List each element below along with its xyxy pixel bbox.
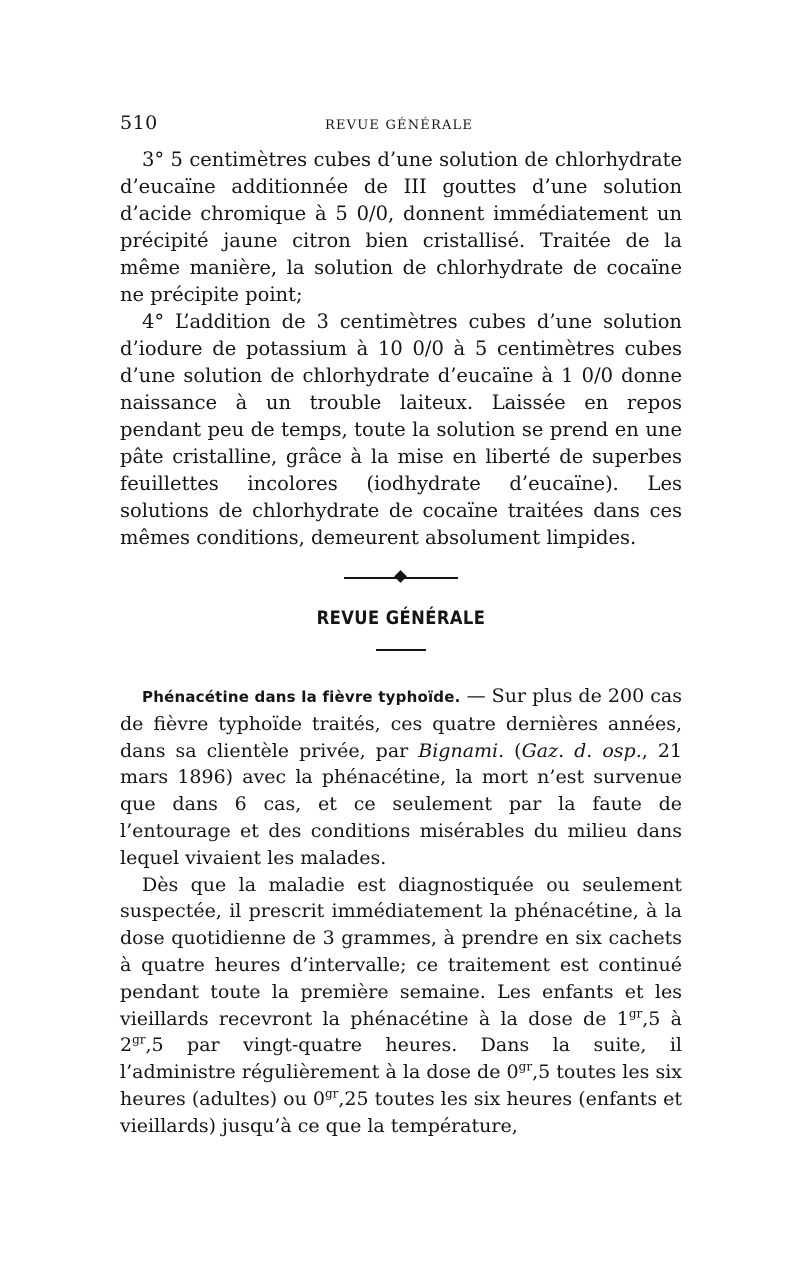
p2-part-4: ,5 toutes les six heures (adultes) ou 0 [120,1061,682,1110]
article-paragraph-2 [120,872,682,1140]
section-divider [120,551,682,595]
page [120,112,682,1140]
p2-part-1: Dès que la maladie est diagnostiquée ou seulement suspectée, il prescrit immédiatement la phénacétine, à la dose quotidienne de 3 grammes, à prendre en six cachets à quatre heures d’intervalle; ce traitement est continué pendant toute la première semaine. Les enfants et les vieillards recevront la phénacétine à la dose de 1 [120,873,682,1030]
article-paragraph-1 [120,683,682,872]
paragraph-3: 3° 5 centimètres cubes d’une solution de chlorhydrate d’eucaïne additionnée de III gouttes d’une solution d’acide chromique à 5 0/0, donnent immédiatement un précipité jaune citron bien cristallisé. Traitée de la même manière, la solution de chlorhydrate de cocaïne ne précipite point; [120,148,682,306]
section-title: REVUE GÉNÉRALE [316,607,486,629]
article-subject: Phénacétine dans la fièvre typhoïde. [142,688,461,706]
article-journal: Gaz. d. osp. [521,739,642,762]
p2-part-5: ,25 toutes les six heures (enfants et vieillards) jusqu’à ce que la température, [120,1087,683,1137]
citation-rest: , 21 mars 1896) avec la phénacétine, la mort n’est survenue que dans 6 cas, et ce seulement par la faute de l’entourage et des conditions misérables du milieu dans lequel vivaient les malades. [120,739,682,869]
unit-gr-1: gr [628,1006,643,1021]
page-number: 510 [120,112,158,134]
p2-part-2: ,5 à 2 [120,1007,683,1057]
unit-gr-3: gr [518,1059,533,1074]
paragraph-4: 4° L’addition de 3 centimètres cubes d’une solution d’iodure de potassium à 10 0/0 à 5 centimètres cubes d’une solution de chlorhydrate d’eucaïne à 1 0/0 donne naissance à un trouble laiteux. Laissée en repos pendant peu de temps, toute la solution se prend en une pâte cristalline, grâce à la mise en liberté de superbes feuillettes incolores (iodhydrate d’eucaïne). Les solutions de chlorhydrate de cocaïne traitées dans ces mêmes conditions, demeurent absolument limpides. [120,310,682,549]
running-title: REVUE GÉNÉRALE [325,118,474,133]
section-title-rule [376,649,426,651]
unit-gr-4: gr [324,1086,339,1101]
divider-diamond-ornament [394,570,407,583]
article [120,683,682,1140]
article-intro: — Sur plus de 200 cas de fièvre typhoïde traités, ces quatre dernières années, dans sa clientèle privée, par [120,685,682,762]
running-head [120,112,682,146]
unit-gr-2: gr [132,1033,146,1048]
article-author: Bignami [418,739,499,762]
p2-part-3: ,5 par vingt-quatre heures. Dans la suite, il l’administre régulièrement à la dose de 0 [120,1034,682,1084]
citation-open: . ( [498,739,522,762]
